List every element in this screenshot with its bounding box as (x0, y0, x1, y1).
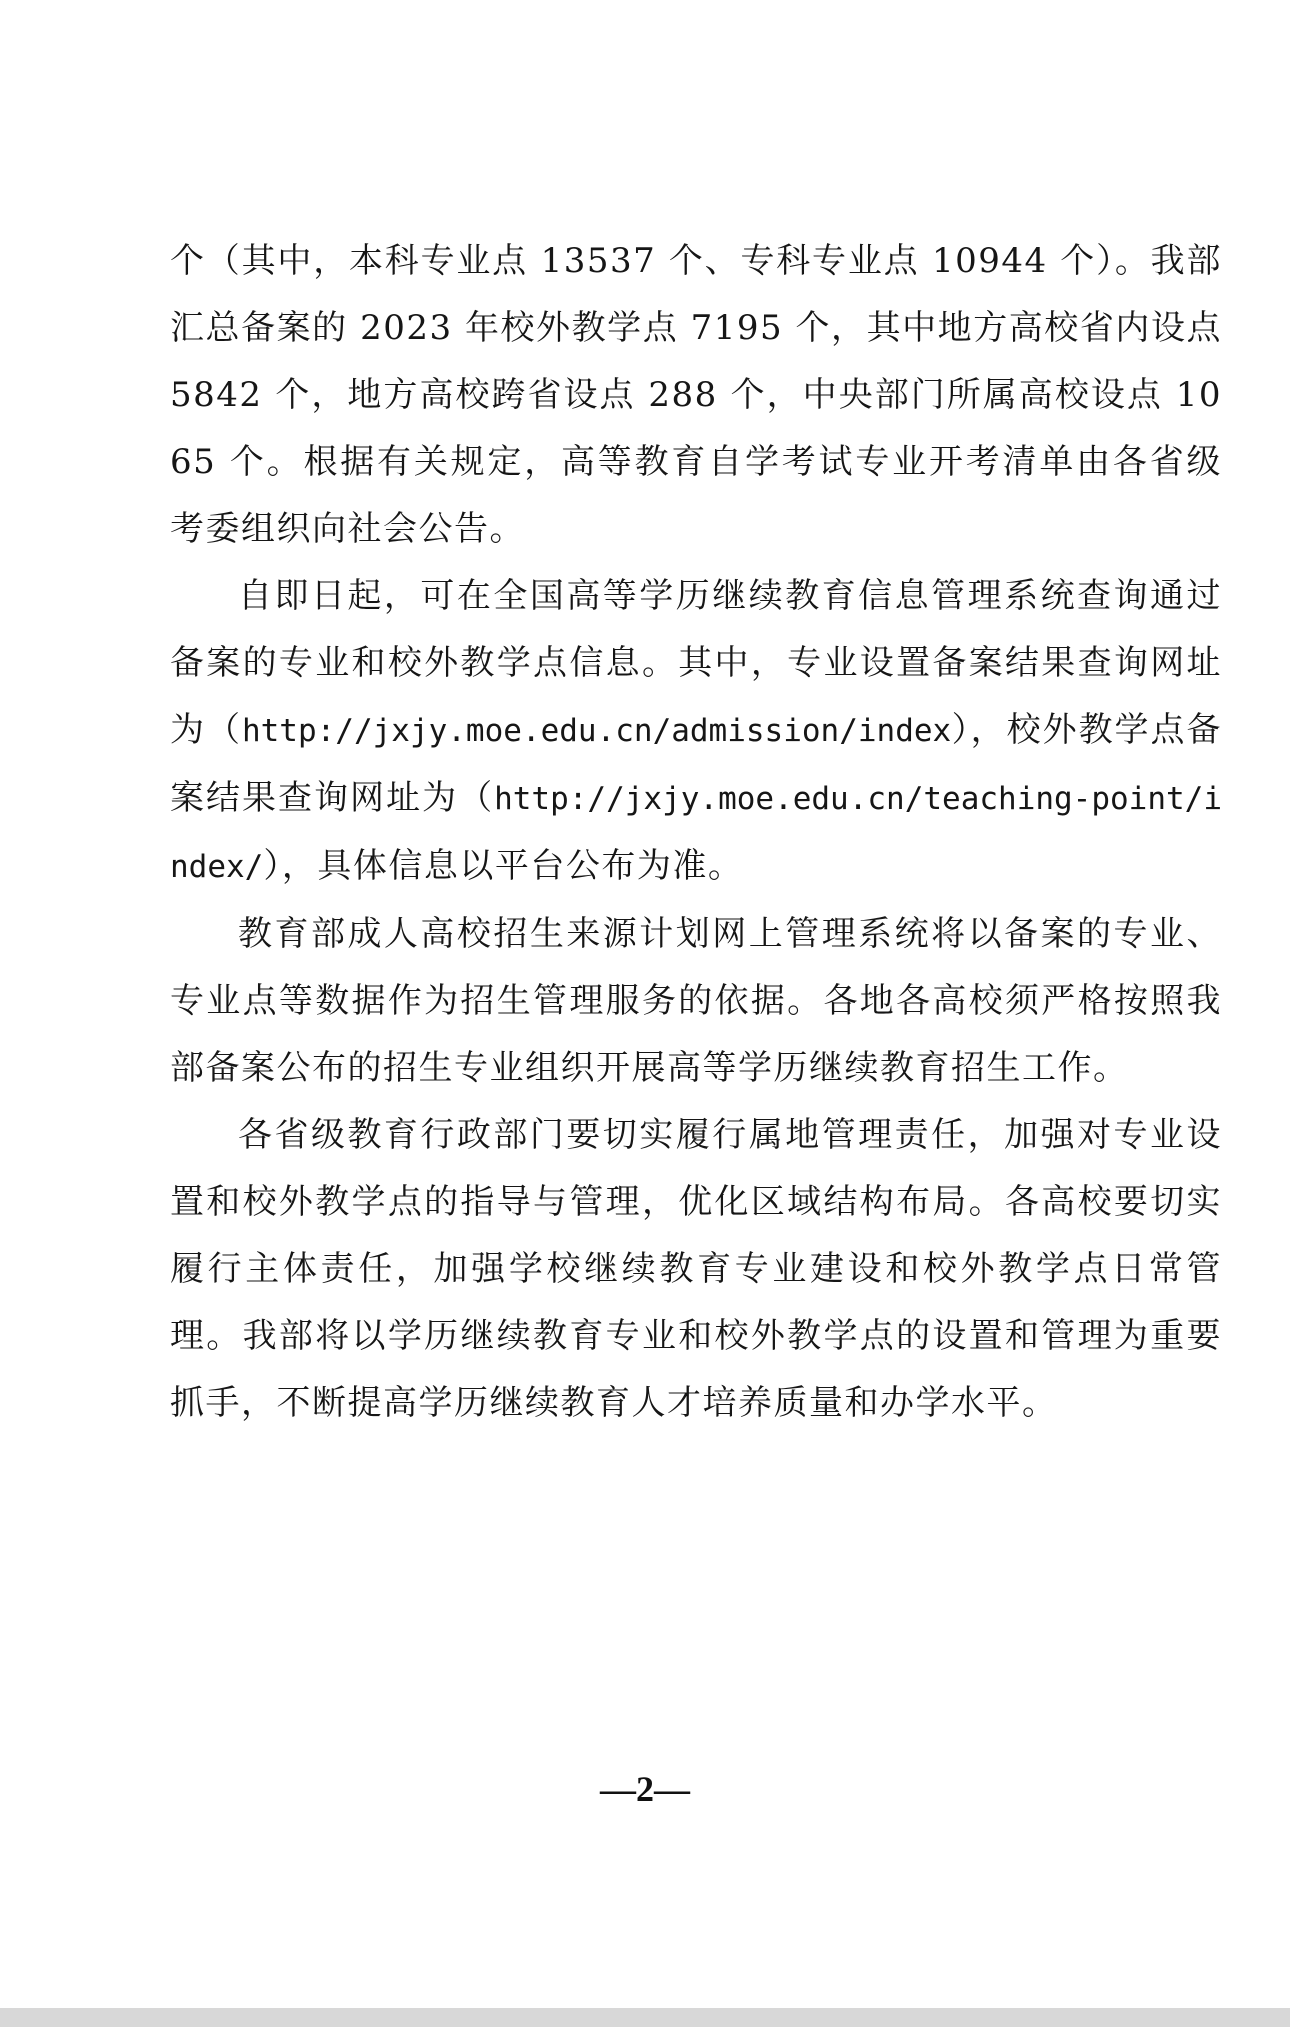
paragraph-3: 教育部成人高校招生来源计划网上管理系统将以备案的专业、专业点等数据作为招生管理服务的依据。各地各高校须严格按照我部备案公布的招生专业组织开展高等学历继续教育招生工作。 (170, 914, 1222, 1088)
admission-query-url[interactable]: http://jxjy.moe.edu.cn/admission/index (241, 713, 952, 749)
paragraph-1: 个（其中，本科专业点 13537 个、专科专业点 10944 个）。我部汇总备案的 2023 年校外教学点 7195 个，其中地方高校省内设点 5842 个，地方高校跨省设点 288 个，中央部门所属高校设点 1065 个。根据有关规定，高等教育自学考试专业开考清单由各省级考委组织向社会公告。 (170, 241, 1222, 549)
paragraph-4: 各省级教育行政部门要切实履行属地管理责任，加强对专业设置和校外教学点的指导与管理，优化区域结构布局。各高校要切实履行主体责任，加强学校继续教育专业建设和校外教学点日常管理。我部将以学历继续教育专业和校外教学点的设置和管理为重要抓手，不断提高学历继续教育人才培养质量和办学水平。 (170, 1115, 1222, 1423)
paragraph-2-text-middle: ），校外教学点备案结果查询网址为（ (170, 710, 1223, 818)
page-number: —2— (600, 1769, 690, 1809)
paragraph-2 (170, 563, 1222, 901)
paragraph-2-text-end: ），具体信息以平台公布为准。 (263, 846, 744, 886)
paragraph-2-text-start: 自即日起，可在全国高等学历继续教育信息管理系统查询通过备案的专业和校外教学点信息。其中，专业设置备案结果查询网址为（ (170, 576, 1222, 750)
document-body (170, 228, 1222, 1437)
teaching-point-query-url[interactable]: http://jxjy.moe.edu.cn/teaching-point/index/ (170, 781, 1222, 885)
viewer-bottom-edge (0, 2008, 1290, 2027)
